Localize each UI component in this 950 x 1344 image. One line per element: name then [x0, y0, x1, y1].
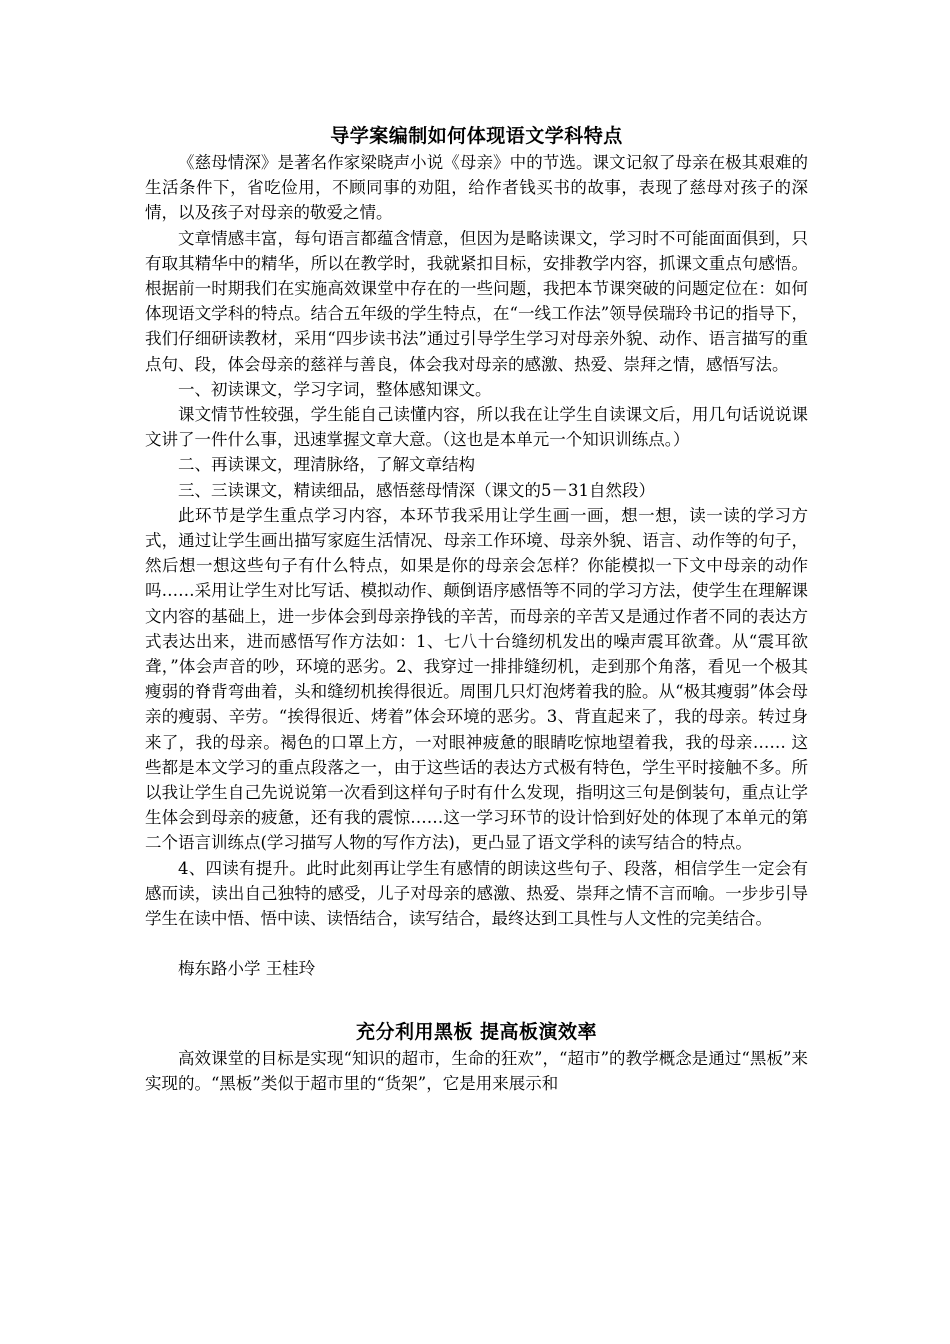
paragraph: 文章情感丰富，每句语言都蕴含情意，但因为是略读课文，学习时不可能面面俱到，只有取其精华中的精华，所以在教学时，我就紧扣目标，安排教学内容，抓课文重点句感悟。根据前一时期我们在实施高效课堂中存在的一些问题，我把本节课突破的问题定位在：如何体现语文学科的特点。结合五年级的学生特点，在“一线工作法”领导侯瑞玲书记的指导下，我们仔细研读教材，采用“四步读书法”通过引导学生学习对母亲外貌、动作、语言描写的重点句、段，体会母亲的慈祥与善良，体会我对母亲的感激、热爱、崇拜之情，感悟写法。 [145, 228, 808, 374]
blank-line [145, 931, 808, 956]
paragraph: 高效课堂的目标是实现“知识的超市，生命的狂欢”，“超市”的教学概念是通过“黑板”来实现的。“黑板”类似于超市里的“货架”，它是用来展示和 [145, 1048, 808, 1093]
paragraph: 一、初读课文，学习字词，整体感知课文。 [178, 379, 492, 399]
paragraph: 《慈母情深》是著名作家梁晓声小说《母亲》中的节选。课文记叙了母亲在极其艰难的生活条件下，省吃俭用，不顾同事的劝阻，给作者钱买书的故事，表现了慈母对孩子的深情，以及孩子对母亲的敬爱之情。 [145, 153, 808, 223]
second-article [145, 1018, 808, 1096]
paragraph: 三、三读课文，精读细品，感悟慈母情深（课文的5－31自然段） [178, 480, 655, 500]
paragraph: 4、四读有提升。此时此刻再让学生有感情的朗读这些句子、段落，相信学生一定会有感而读，读出自己独特的感受，儿子对母亲的感激、热爱、崇拜之情不言而喻。一步步引导学生在读中悟、悟中读、读悟结合，读写结合，最终达到工具性与人文性的完美结合。 [145, 858, 808, 929]
paragraph: 二、再读课文，理清脉络，了解文章结构 [178, 455, 475, 475]
article-title: 导学案编制如何体现语文学科特点 [330, 125, 623, 147]
paragraph: 此环节是学生重点学习内容，本环节我采用让学生画一画，想一想，读一读的学习方式，通过让学生画出描写家庭生活情况、母亲工作环境、母亲外貌、语言、动作等的句子，然后想一想这些句子有什么特点，如果是你的母亲会怎样？你能模拟一下文中母亲的动作吗……采用让学生对比写话、模拟动作、颠倒语序感悟等不同的学习方法，使学生在理解课文内容的基础上，进一步体会到母亲挣钱的辛苦，而母亲的辛苦又是通过作者不同的表达方式表达出来，进而感悟写作方法如：1、七八十台缝纫机发出的噪声震耳欲聋。从“震耳欲聋，”体会声音的吵，环境的恶劣。2、我穿过一排排缝纫机，走到那个角落，看见一个极其瘦弱的脊背弯曲着，头和缝纫机挨得很近。周围几只灯泡烤着我的脸。从“极其瘦弱”体会母亲的瘦弱、辛劳。“挨得很近、烤着”体会环境的恶劣。3、背直起来了，我的母亲。转过身来了，我的母亲。褐色的口罩上方，一对眼神疲惫的眼睛吃惊地望着我，我的母亲…… 这些都是本文学习的重点段落之一，由于这些话的表达方式极有特色，学生平时接触不多。所以我让学生自己先说说第一次看到这样句子时有什么发现，指明这三句是倒装句，重点让学生体会到母亲的疲惫，还有我的震惊……这一学习环节的设计恰到好处的体现了本单元的第二个语言训练点(学习描写人物的写作方法)，更凸显了语文学科的读写结合的特点。 [145, 505, 808, 853]
paragraph: 课文情节性较强，学生能自己读懂内容，所以我在让学生自读课文后，用几句话说说课文讲了一件什么事，迅速掌握文章大意。（这也是本单元一个知识训练点。） [145, 405, 808, 450]
document-page [145, 122, 808, 1096]
article-title: 充分利用黑板 提高板演效率 [355, 1020, 598, 1043]
author-signature: 梅东路小学 王桂玲 [178, 959, 316, 979]
